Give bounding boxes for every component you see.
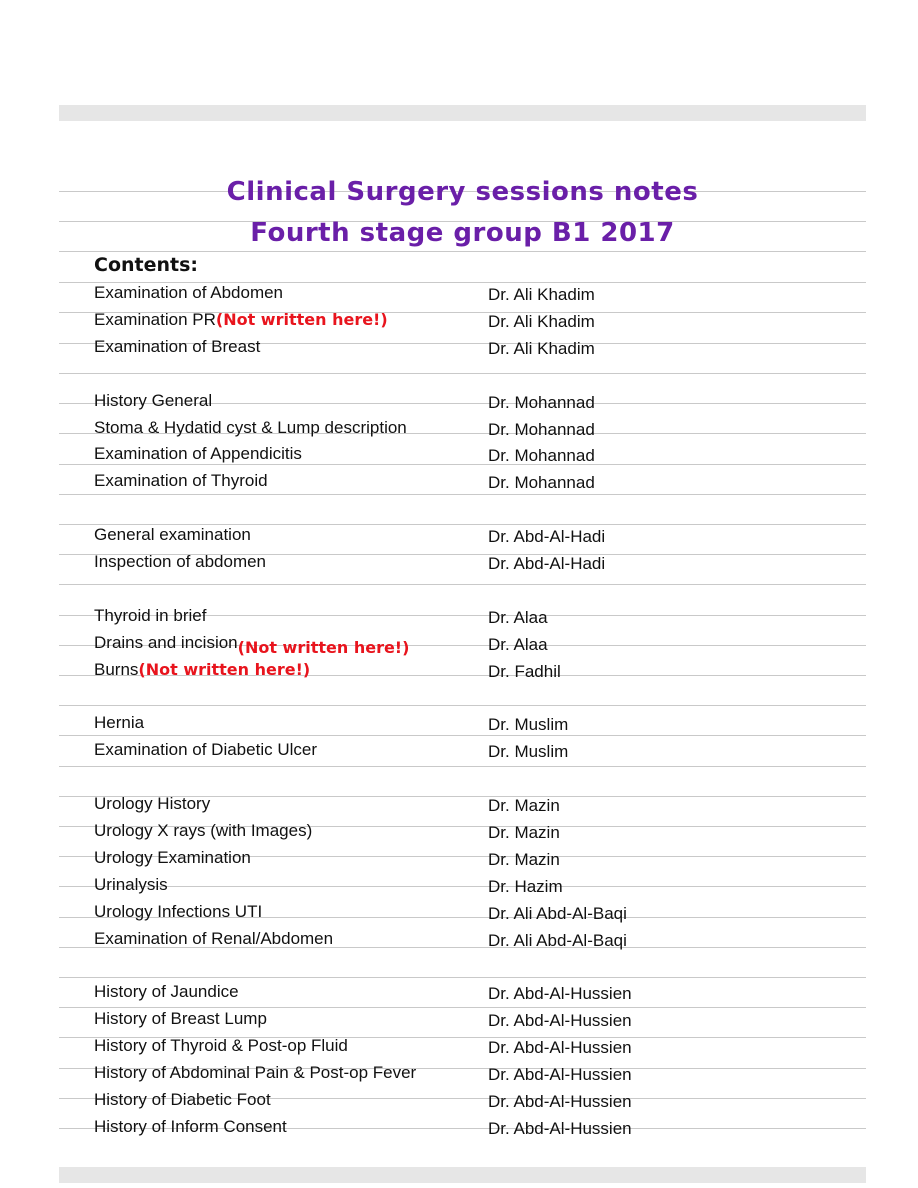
toc-doctor: Dr. Abd-Al-Hussien xyxy=(488,1011,632,1030)
toc-topic xyxy=(94,1062,416,1084)
footer-band xyxy=(59,1167,866,1183)
toc-doctor: Dr. Mohannad xyxy=(488,393,595,412)
toc-doctor: Dr. Ali Khadim xyxy=(488,285,595,304)
ruled-line xyxy=(59,494,866,495)
toc-topic xyxy=(94,309,388,331)
toc-topic-text: Examination of Abdomen xyxy=(94,283,284,302)
toc-topic-text: Urology X rays (with Images) xyxy=(94,821,313,840)
ruled-line xyxy=(59,735,866,736)
toc-doctor: Dr. Abd-Al-Hussien xyxy=(488,1119,632,1138)
toc-row xyxy=(94,1116,866,1138)
toc-doctor: Dr. Mohannad xyxy=(488,446,595,465)
toc-topic-text: Examination of Renal/Abdomen xyxy=(94,929,334,948)
ruled-line xyxy=(59,705,866,706)
toc-topic xyxy=(94,712,144,734)
document-subtitle: Fourth stage group B1 2017 xyxy=(250,218,675,248)
toc-topic xyxy=(94,901,262,923)
toc-topic xyxy=(94,632,410,657)
ruled-line xyxy=(59,373,866,374)
toc-doctor: Dr. Ali Khadim xyxy=(488,339,595,358)
toc-doctor: Dr. Abd-Al-Hussien xyxy=(488,1092,632,1111)
not-written-note: (Not written here!) xyxy=(237,638,410,657)
toc-row xyxy=(94,417,866,439)
toc-topic-text: Stoma & Hydatid cyst & Lump description xyxy=(94,418,407,437)
toc-row xyxy=(94,739,866,761)
toc-row xyxy=(94,551,866,573)
toc-topic-text: History of Abdominal Pain & Post-op Fever xyxy=(94,1063,417,1082)
toc-doctor: Dr. Ali Abd-Al-Baqi xyxy=(488,904,627,923)
ruled-line xyxy=(59,584,866,585)
toc-topic-text: History of Breast Lump xyxy=(94,1009,267,1028)
toc-row xyxy=(94,282,866,304)
toc-row xyxy=(94,390,866,412)
toc-topic-text: Burns xyxy=(94,660,139,679)
toc-topic xyxy=(94,470,268,492)
toc-topic xyxy=(94,551,266,573)
toc-topic xyxy=(94,1089,271,1111)
toc-topic-text: Urology History xyxy=(94,794,211,813)
toc-row xyxy=(94,309,866,331)
toc-topic-text: Urology Infections UTI xyxy=(94,902,263,921)
toc-topic xyxy=(94,739,317,761)
toc-doctor: Dr. Mohannad xyxy=(488,473,595,492)
not-written-note: (Not written here!) xyxy=(138,660,311,679)
toc-row xyxy=(94,1035,866,1057)
toc-topic-text: Thyroid in brief xyxy=(94,606,207,625)
toc-topic xyxy=(94,336,260,358)
toc-topic xyxy=(94,605,206,627)
toc-row xyxy=(94,820,866,842)
toc-doctor: Dr. Abd-Al-Hussien xyxy=(488,1065,632,1084)
toc-topic-text: History of Jaundice xyxy=(94,982,239,1001)
toc-doctor: Dr. Hazim xyxy=(488,877,563,896)
toc-topic-text: History General xyxy=(94,391,213,410)
toc-topic xyxy=(94,820,312,842)
toc-topic-text: Examination of Appendicitis xyxy=(94,444,302,463)
toc-topic xyxy=(94,1035,348,1057)
toc-row xyxy=(94,605,866,627)
toc-row xyxy=(94,928,866,950)
toc-topic-text: General examination xyxy=(94,525,251,544)
toc-topic-text: Inspection of abdomen xyxy=(94,552,267,571)
toc-topic xyxy=(94,524,251,546)
toc-topic-text: History of Inform Consent xyxy=(94,1117,287,1136)
toc-topic xyxy=(94,874,168,896)
toc-topic-text: Urinalysis xyxy=(94,875,168,894)
toc-doctor: Dr. Abd-Al-Hussien xyxy=(488,984,632,1003)
toc-doctor: Dr. Fadhil xyxy=(488,662,561,681)
toc-doctor: Dr. Alaa xyxy=(488,635,548,654)
document-title: Clinical Surgery sessions notes xyxy=(226,177,699,207)
toc-topic-text: Examination of Diabetic Ulcer xyxy=(94,740,317,759)
toc-doctor: Dr. Abd-Al-Hadi xyxy=(488,527,606,546)
toc-row xyxy=(94,470,866,492)
toc-row xyxy=(94,336,866,358)
contents-label: Contents: xyxy=(94,254,199,276)
toc-doctor: Dr. Ali Khadim xyxy=(488,312,595,331)
toc-row xyxy=(94,632,866,657)
toc-topic xyxy=(94,282,283,304)
toc-doctor: Dr. Mazin xyxy=(488,796,560,815)
toc-row xyxy=(94,1089,866,1111)
toc-topic xyxy=(94,1116,287,1138)
toc-topic xyxy=(94,981,239,1003)
toc-topic-text: History of Thyroid & Post-op Fluid xyxy=(94,1036,348,1055)
toc-topic xyxy=(94,390,212,412)
toc-row xyxy=(94,712,866,734)
ruled-line xyxy=(59,977,866,978)
toc-doctor: Dr. Alaa xyxy=(488,608,548,627)
toc-topic xyxy=(94,793,210,815)
toc-topic xyxy=(94,1008,267,1030)
toc-topic-text: Urology Examination xyxy=(94,848,251,867)
toc-topic-text: Examination of Thyroid xyxy=(94,471,268,490)
toc-topic xyxy=(94,417,407,439)
toc-topic xyxy=(94,659,310,681)
toc-topic xyxy=(94,443,302,465)
ruled-line xyxy=(59,251,866,252)
toc-topic xyxy=(94,847,251,869)
toc-topic xyxy=(94,928,333,950)
toc-topic-text: History of Diabetic Foot xyxy=(94,1090,271,1109)
toc-row xyxy=(94,1008,866,1030)
toc-topic-text: Examination of Breast xyxy=(94,337,261,356)
toc-topic-text: Hernia xyxy=(94,713,145,732)
toc-doctor: Dr. Abd-Al-Hussien xyxy=(488,1038,632,1057)
toc-doctor: Dr. Muslim xyxy=(488,715,569,734)
toc-topic-text: Drains and incision xyxy=(94,633,238,652)
toc-row xyxy=(94,443,866,465)
toc-doctor: Dr. Mazin xyxy=(488,850,560,869)
toc-doctor: Dr. Ali Abd-Al-Baqi xyxy=(488,931,627,950)
toc-doctor: Dr. Mazin xyxy=(488,823,560,842)
toc-topic-text: Examination PR xyxy=(94,310,216,329)
header-band xyxy=(59,105,866,121)
toc-row xyxy=(94,1062,866,1084)
toc-doctor: Dr. Abd-Al-Hadi xyxy=(488,554,606,573)
ruled-line xyxy=(59,766,866,767)
toc-row xyxy=(94,874,866,896)
toc-row xyxy=(94,524,866,546)
toc-row xyxy=(94,793,866,815)
toc-doctor: Dr. Mohannad xyxy=(488,420,595,439)
toc-row xyxy=(94,659,866,681)
toc-doctor: Dr. Muslim xyxy=(488,742,569,761)
not-written-note: (Not written here!) xyxy=(215,310,388,329)
toc-row xyxy=(94,901,866,923)
toc-row xyxy=(94,847,866,869)
toc-row xyxy=(94,981,866,1003)
